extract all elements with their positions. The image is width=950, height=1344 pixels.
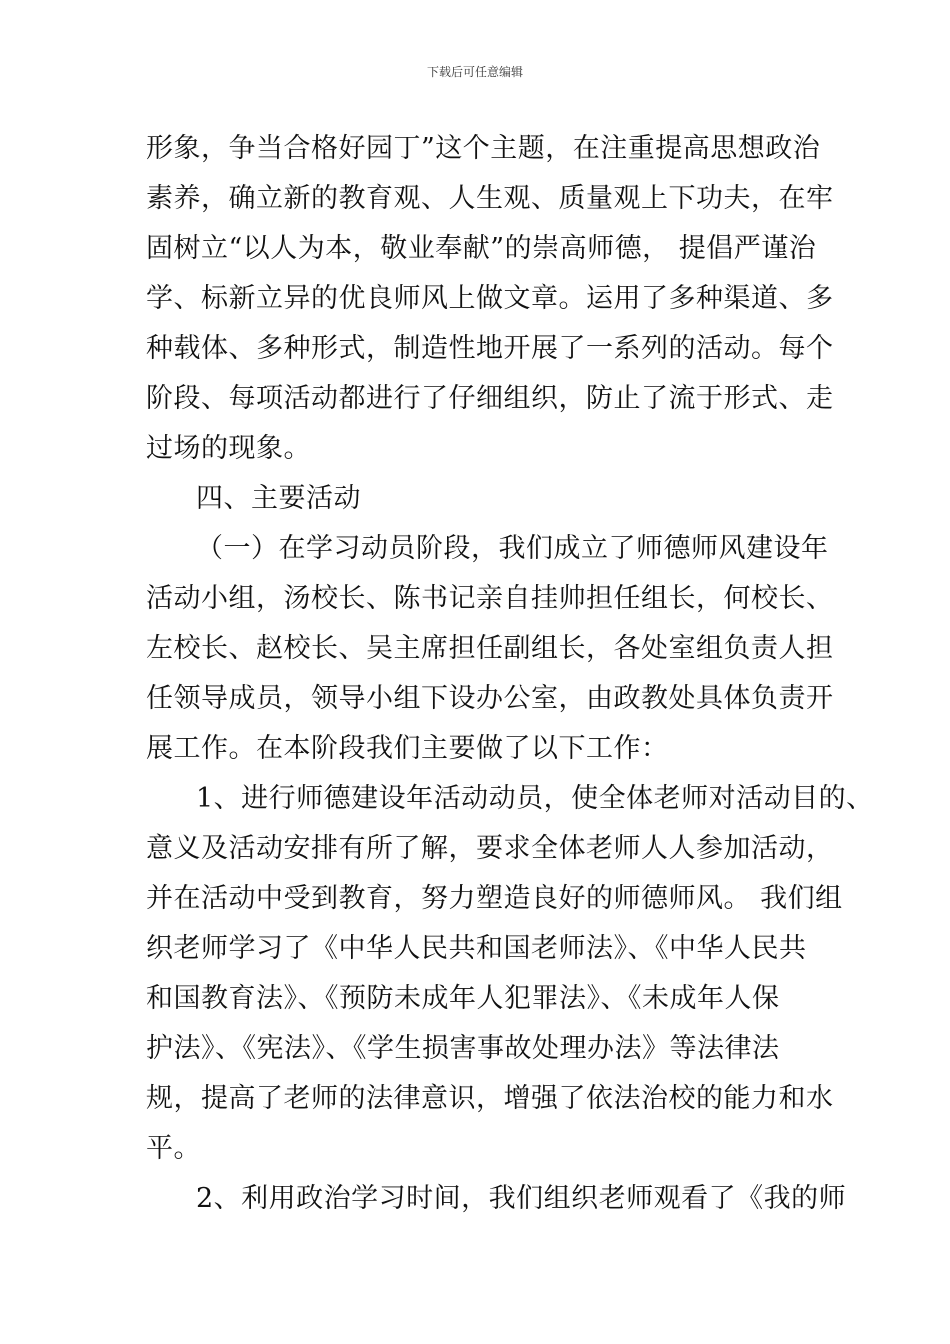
text-line: 1、进行师德建设年活动动员，使全体老师对活动目的、 [196,783,874,814]
text-line: 种载体、多种形式，制造性地开展了一系列的活动。每个 [146,333,834,364]
text-line: 阶段、每项活动都进行了仔细组织，防止了流于形式、走 [146,383,834,414]
text-line: 形象，争当合格好园丁”这个主题，在注重提高思想政治 [146,133,821,164]
text-line: 固树立“以人为本，敬业奉献”的崇高师德， 提倡严谨治 [146,233,817,264]
text-line: 素养，确立新的教育观、人生观、质量观上下功夫，在牢 [146,183,834,214]
text-line: 织老师学习了《中华人民共和国老师法》、《中华人民共 [146,933,807,964]
text-line: 并在活动中受到教育，努力塑造良好的师德师风。 我们组 [146,883,843,914]
text-line: 规，提高了老师的法律意识，增强了依法治校的能力和水 [146,1083,834,1114]
page-header: 下载后可任意编辑 [426,65,523,79]
text-line: 过场的现象。 [146,433,311,464]
text-line: 和国教育法》、《预防未成年人犯罪法》、《未成年人保 [146,983,780,1014]
text-line: （一）在学习动员阶段，我们成立了师德师风建设年 [196,533,829,564]
text-line: 左校长、赵校长、吴主席担任副组长，各处室组负责人担 [146,633,834,664]
text-line: 展工作。在本阶段我们主要做了以下工作： [146,733,669,764]
text-line: 2、利用政治学习时间，我们组织老师观看了《我的师 [196,1183,847,1214]
text-line: 活动小组，汤校长、陈书记亲自挂帅担任组长，何校长、 [146,583,834,614]
section-heading: 四、主要活动 [196,483,361,514]
text-line: 护法》、《宪法》、《学生损害事故处理办法》等法律法 [146,1033,780,1064]
text-line: 平。 [146,1133,201,1164]
text-line: 学、标新立异的优良师风上做文章。运用了多种渠道、多 [146,283,834,314]
text-line: 任领导成员，领导小组下设办公室，由政教处具体负责开 [146,683,834,714]
text-line: 意义及活动安排有所了解，要求全体老师人人参加活动， [146,833,834,864]
